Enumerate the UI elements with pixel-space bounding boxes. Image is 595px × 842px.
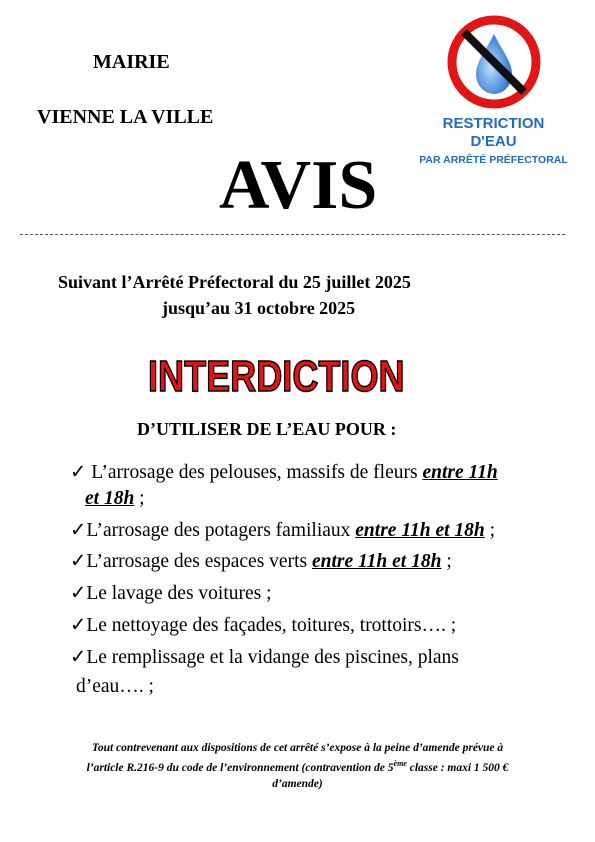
water-restriction-logo [406, 12, 581, 172]
logo-line-restriction: RESTRICTION [442, 115, 545, 132]
interdiction-banner: INTERDICTION [148, 352, 405, 401]
footer-line: l’article R.216-9 du code de l’environnement (contravention de 5 [86, 761, 394, 774]
decree-end-line: jusqu’au 31 octobre 2025 [162, 298, 356, 318]
dashed-divider [20, 234, 565, 235]
checkmark-icon: ✓ [70, 520, 87, 541]
item-time-highlight: et 18h [85, 488, 135, 509]
item-text: Le remplissage et la vidange des piscines, plans [86, 647, 459, 668]
mairie-label: MAIRIE [93, 51, 170, 73]
list-item-continuation [85, 487, 145, 511]
checkmark-icon: ✓ [70, 551, 87, 572]
decree-date-line: Suivant l’Arrêté Préfectoral du 25 juillet 2025 [58, 272, 411, 292]
page-title: AVIS [219, 147, 378, 224]
item-time-highlight: entre 11h [422, 462, 498, 483]
logo-line-prefectoral: PAR ARRÊTÉ PRÉFECTORAL [419, 154, 568, 166]
list-item [70, 614, 456, 638]
list-item [70, 582, 272, 606]
checkmark-icon: ✓ [70, 462, 87, 483]
checkmark-icon: ✓ [70, 647, 87, 668]
town-name: VIENNE LA VILLE [37, 106, 214, 128]
list-item [70, 461, 498, 485]
footer-line: classe : maxi 1 500 € [406, 761, 509, 774]
logo-line-eau: D'EAU [470, 133, 517, 150]
footer-line: Tout contrevenant aux dispositions de cet arrêté s’expose à la peine d’amende prévue à [91, 742, 504, 754]
item-tail: ; [484, 520, 496, 541]
item-text: L’arrosage des pelouses, massifs de fleurs [86, 462, 423, 483]
checkmark-icon: ✓ [70, 583, 87, 604]
legal-footer [30, 740, 565, 792]
usage-subtitle: D’UTILISER DE L’EAU POUR : [137, 419, 397, 439]
no-water-drop-icon [406, 12, 581, 112]
item-text: d’eau…. ; [76, 676, 154, 697]
item-text: Le nettoyage des façades, toitures, trottoirs…. ; [86, 615, 457, 636]
checkmark-icon: ✓ [70, 615, 87, 636]
list-item-continuation [76, 675, 154, 699]
list-item [70, 646, 459, 670]
item-tail: ; [441, 551, 452, 572]
item-time-highlight: entre 11h et 18h [355, 520, 485, 541]
item-text: L’arrosage des espaces verts [86, 551, 312, 572]
list-item [70, 550, 452, 574]
footer-superscript: ème [393, 759, 407, 768]
item-time-highlight: entre 11h et 18h [311, 551, 442, 572]
footer-line: d’amende) [272, 777, 323, 790]
list-item [70, 519, 495, 543]
item-text: Le lavage des voitures ; [86, 583, 272, 604]
item-tail: ; [134, 488, 145, 509]
item-text: L’arrosage des potagers familiaux [86, 520, 356, 541]
